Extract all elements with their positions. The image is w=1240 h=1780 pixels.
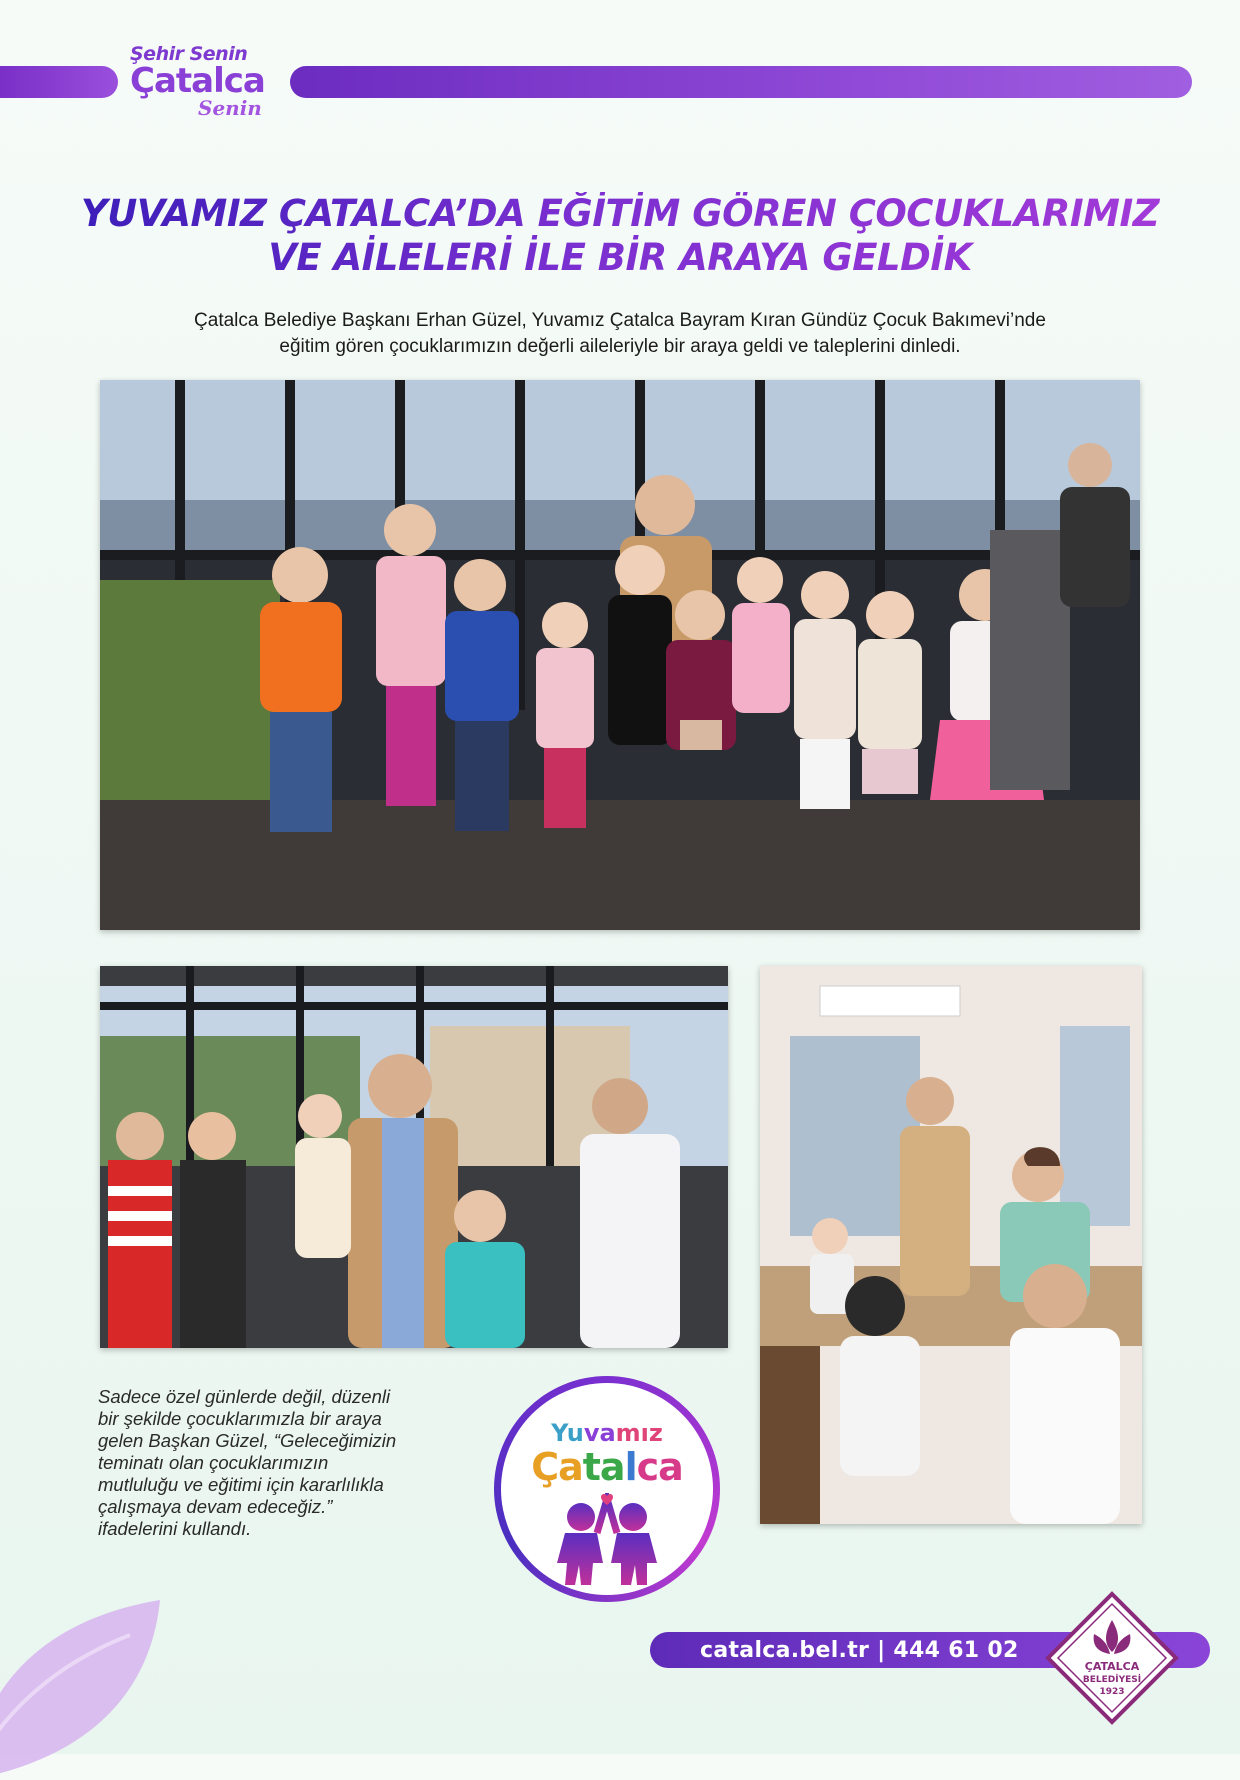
title-line2: VE AİLELERİ İLE BİR ARAYA GELDİK <box>268 236 972 279</box>
emblem-line2: BELEDİYESİ <box>1082 1675 1142 1685</box>
sehir-senin-catalca-logo[interactable] <box>130 44 280 134</box>
title-line1: YUVAMIZ ÇATALCA’DA EĞİTİM GÖREN ÇOCUKLARIMIZ <box>80 192 1160 235</box>
catalca-word: Çatalca <box>531 1445 683 1489</box>
emblem-line1: ÇATALCA <box>1084 1660 1140 1673</box>
leaf-decoration <box>0 1540 190 1780</box>
intro-line2: eğitim gören çocuklarımızın değerli aileleriyle bir araya geldi ve taleplerini dinledi. <box>279 336 961 357</box>
yuvamiz-word: Yuvamız <box>551 1419 663 1447</box>
quote-line: mutluluğu ve eğitimi için kararlılıkla <box>98 1474 384 1495</box>
group-photo <box>100 380 1140 930</box>
quote-text <box>98 1386 470 1540</box>
yuvamiz-catalca-logo <box>494 1376 720 1602</box>
intro-line1: Çatalca Belediye Başkanı Erhan Güzel, Yuvamız Çatalca Bayram Kıran Gündüz Çocuk Bakımevi’nde <box>194 310 1046 331</box>
quote-line: Sadece özel günlerde değil, düzenli <box>98 1386 391 1407</box>
quote-line: çalışmaya devam edeceğiz.” <box>98 1496 333 1517</box>
quote-line: ifadelerini kullandı. <box>98 1518 252 1539</box>
header-bar-right <box>290 66 1192 98</box>
logo-line3: Senin <box>198 96 262 120</box>
footer-contact[interactable]: catalca.bel.tr | 444 61 02 <box>700 1638 1019 1663</box>
quote-line: gelen Başkan Güzel, “Geleceğimizin <box>98 1430 397 1451</box>
quote-line: bir şekilde çocuklarımızla bir araya <box>98 1408 382 1429</box>
mayor-with-families-photo <box>100 966 728 1348</box>
quote-line: teminatı olan çocuklarımızın <box>98 1452 329 1473</box>
article-title <box>60 192 1180 280</box>
header-bar-left <box>0 66 118 98</box>
children-silhouette-icon <box>541 1493 673 1585</box>
mayor-at-table-photo <box>760 966 1142 1524</box>
emblem-year: 1923 <box>1099 1687 1125 1697</box>
article-intro <box>90 308 1150 360</box>
logo-line2: Çatalca <box>130 61 265 101</box>
catalca-belediyesi-emblem <box>1044 1590 1180 1726</box>
logo-line1: Şehir Senin <box>130 43 248 65</box>
